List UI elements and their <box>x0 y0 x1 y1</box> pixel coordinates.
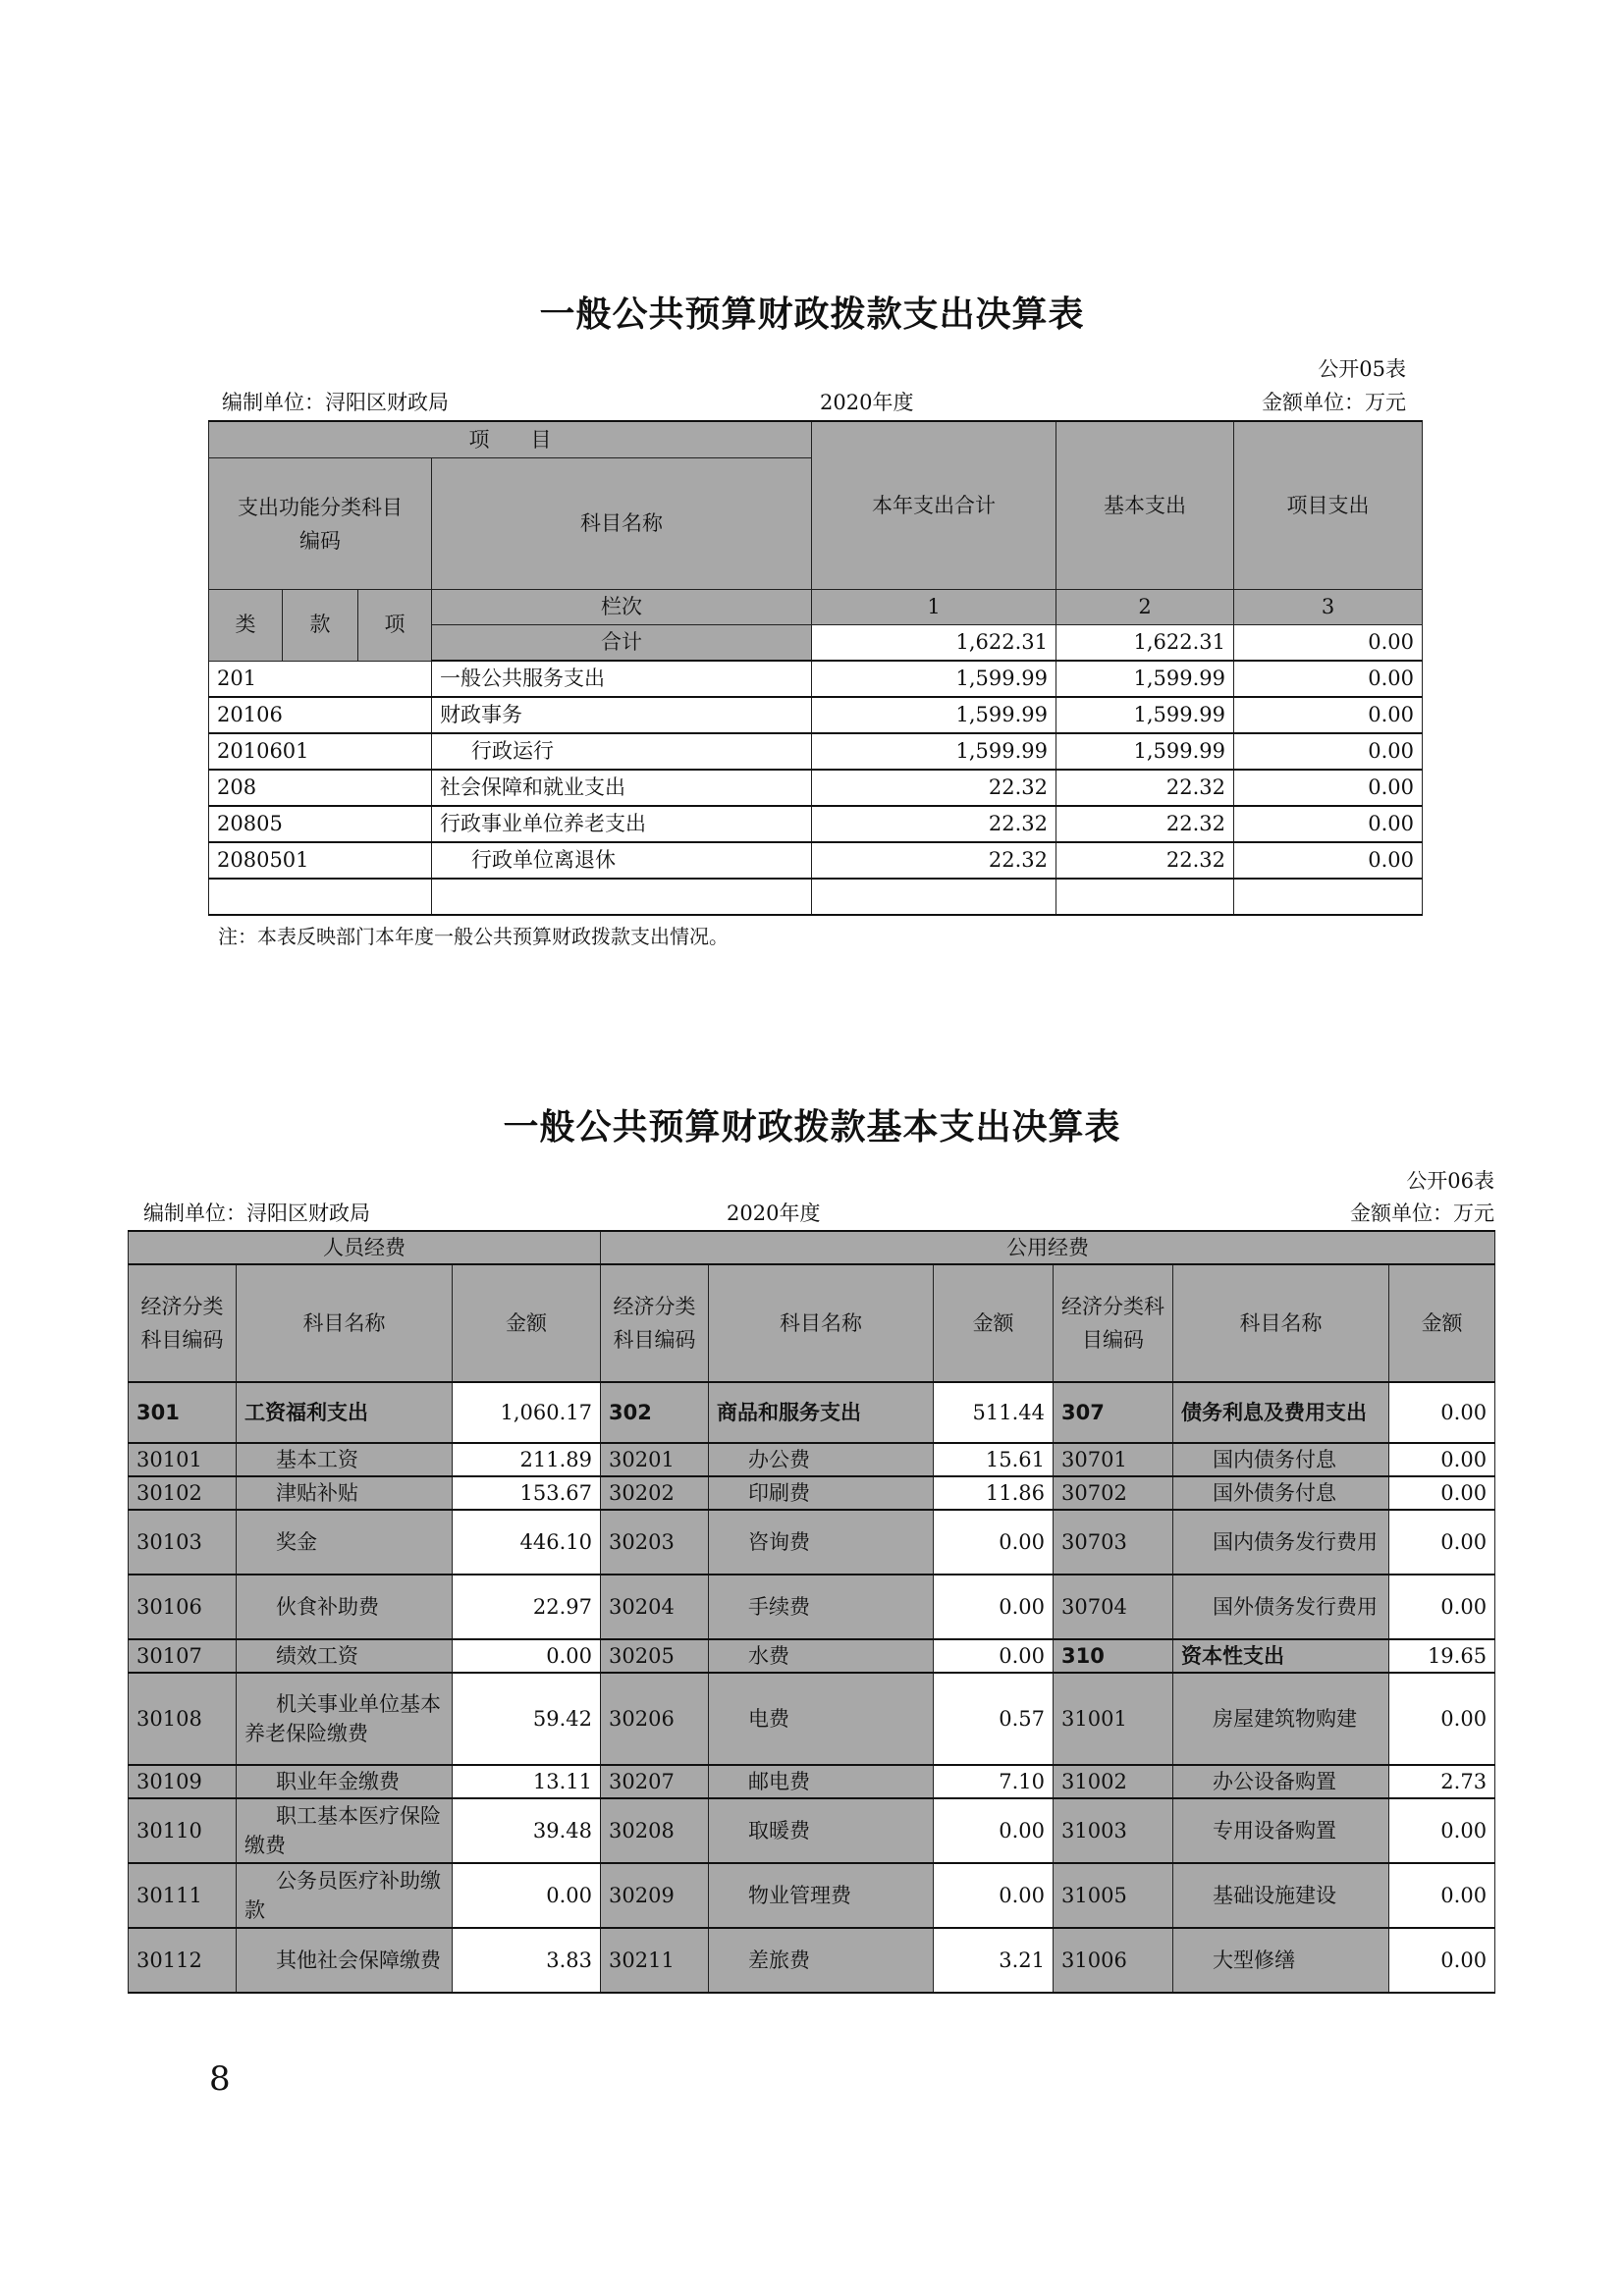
row-basic: 1,599.99 <box>1056 697 1234 733</box>
empty-cell <box>1234 879 1423 915</box>
table-row <box>129 1765 1495 1798</box>
row-code: 2010601 <box>209 733 432 770</box>
row-basic: 22.32 <box>1056 770 1234 806</box>
code-cell: 30103 <box>129 1510 237 1575</box>
row-project: 0.00 <box>1234 661 1423 697</box>
row-name: 一般公共服务支出 <box>432 661 812 697</box>
amount-cell: 511.44 <box>934 1382 1054 1443</box>
amount-cell: 0.57 <box>934 1673 1054 1765</box>
header-amount: 金额 <box>453 1264 601 1382</box>
code-cell: 302 <box>601 1382 709 1443</box>
code-cell: 30112 <box>129 1928 237 1993</box>
row-project: 0.00 <box>1234 806 1423 842</box>
amount-cell: 0.00 <box>1389 1673 1495 1765</box>
name-cell: 国内债务发行费用 <box>1173 1510 1389 1575</box>
empty-cell <box>812 879 1056 915</box>
amount-cell: 0.00 <box>453 1639 601 1673</box>
row-project: 0.00 <box>1234 770 1423 806</box>
header-col3: 3 <box>1234 590 1423 625</box>
header-item: 项 目 <box>209 421 812 458</box>
code-cell: 30203 <box>601 1510 709 1575</box>
code-cell: 30101 <box>129 1443 237 1476</box>
name-cell: 办公设备购置 <box>1173 1765 1389 1798</box>
header-xiang: 项 <box>358 590 432 662</box>
row-total: 1,599.99 <box>812 661 1056 697</box>
amount-cell: 2.73 <box>1389 1765 1495 1798</box>
table-row <box>209 661 1423 697</box>
row-basic: 1,599.99 <box>1056 733 1234 770</box>
code-cell: 31005 <box>1054 1863 1173 1928</box>
header-code: 经济分类科目编码 <box>1054 1264 1173 1382</box>
code-cell: 30207 <box>601 1765 709 1798</box>
name-cell: 国内债务付息 <box>1173 1443 1389 1476</box>
table-row <box>209 770 1423 806</box>
table-row <box>129 1575 1495 1639</box>
row-project: 0.00 <box>1234 733 1423 770</box>
sum-basic: 1,622.31 <box>1056 625 1234 662</box>
name-cell: 其他社会保障缴费 <box>237 1928 453 1993</box>
amount-cell: 0.00 <box>934 1575 1054 1639</box>
table-row <box>209 733 1423 770</box>
table1-amount-unit: 金额单位：万元 <box>1262 391 1406 414</box>
amount-cell: 0.00 <box>934 1639 1054 1673</box>
amount-cell: 1,060.17 <box>453 1382 601 1443</box>
name-cell: 房屋建筑物购建 <box>1173 1673 1389 1765</box>
name-cell: 公务员医疗补助缴款 <box>237 1863 453 1928</box>
name-cell: 大型修缮 <box>1173 1928 1389 1993</box>
amount-cell: 0.00 <box>1389 1382 1495 1443</box>
header-col2: 2 <box>1056 590 1234 625</box>
name-cell: 债务利息及费用支出 <box>1173 1382 1389 1443</box>
code-cell: 30204 <box>601 1575 709 1639</box>
code-cell: 31006 <box>1054 1928 1173 1993</box>
amount-cell: 39.48 <box>453 1798 601 1863</box>
name-cell: 手续费 <box>709 1575 934 1639</box>
name-cell: 取暖费 <box>709 1798 934 1863</box>
row-code: 20106 <box>209 697 432 733</box>
amount-cell: 3.83 <box>453 1928 601 1993</box>
header-code-group: 支出功能分类科目编码 <box>209 458 432 590</box>
table-row <box>129 1443 1495 1476</box>
page-number: 8 <box>209 2059 231 2099</box>
sum-total: 1,622.31 <box>812 625 1056 662</box>
header-code: 经济分类科目编码 <box>601 1264 709 1382</box>
name-cell: 商品和服务支出 <box>709 1382 934 1443</box>
code-cell: 301 <box>129 1382 237 1443</box>
header-amount: 金额 <box>1389 1264 1495 1382</box>
code-cell: 30109 <box>129 1765 237 1798</box>
code-cell: 30110 <box>129 1798 237 1863</box>
code-cell: 30704 <box>1054 1575 1173 1639</box>
code-cell: 307 <box>1054 1382 1173 1443</box>
amount-cell: 15.61 <box>934 1443 1054 1476</box>
header-code: 经济分类科目编码 <box>129 1264 237 1382</box>
table2-year: 2020年度 <box>727 1201 821 1225</box>
row-name: 财政事务 <box>432 697 812 733</box>
row-name: 行政事业单位养老支出 <box>432 806 812 842</box>
amount-cell: 0.00 <box>934 1798 1054 1863</box>
row-total: 22.32 <box>812 770 1056 806</box>
amount-cell: 0.00 <box>1389 1798 1495 1863</box>
table-row <box>129 1673 1495 1765</box>
code-cell: 31003 <box>1054 1798 1173 1863</box>
table1-note: 注：本表反映部门本年度一般公共预算财政拨款支出情况。 <box>218 925 729 948</box>
row-basic: 22.32 <box>1056 806 1234 842</box>
row-code: 208 <box>209 770 432 806</box>
name-cell: 资本性支出 <box>1173 1639 1389 1673</box>
name-cell: 职工基本医疗保险缴费 <box>237 1798 453 1863</box>
name-cell: 国外债务付息 <box>1173 1476 1389 1510</box>
name-cell: 伙食补助费 <box>237 1575 453 1639</box>
name-cell: 水费 <box>709 1639 934 1673</box>
name-cell: 邮电费 <box>709 1765 934 1798</box>
header-name: 科目名称 <box>432 458 812 590</box>
table-row <box>209 697 1423 733</box>
table-row <box>129 1863 1495 1928</box>
row-basic: 22.32 <box>1056 842 1234 879</box>
amount-cell: 7.10 <box>934 1765 1054 1798</box>
header-name: 科目名称 <box>237 1264 453 1382</box>
table2-number: 公开06表 <box>1406 1169 1494 1193</box>
code-cell: 30205 <box>601 1639 709 1673</box>
name-cell: 职业年金缴费 <box>237 1765 453 1798</box>
name-cell: 工资福利支出 <box>237 1382 453 1443</box>
name-cell: 物业管理费 <box>709 1863 934 1928</box>
header-project: 项目支出 <box>1234 421 1423 590</box>
empty-cell <box>432 879 812 915</box>
row-total: 1,599.99 <box>812 733 1056 770</box>
name-cell: 基础设施建设 <box>1173 1863 1389 1928</box>
name-cell: 国外债务发行费用 <box>1173 1575 1389 1639</box>
amount-cell: 3.21 <box>934 1928 1054 1993</box>
row-code: 201 <box>209 661 432 697</box>
table-row <box>129 1476 1495 1510</box>
table-row <box>129 1928 1495 1993</box>
amount-cell: 0.00 <box>1389 1575 1495 1639</box>
name-cell: 奖金 <box>237 1510 453 1575</box>
amount-cell: 153.67 <box>453 1476 601 1510</box>
header-name: 科目名称 <box>1173 1264 1389 1382</box>
sum-project: 0.00 <box>1234 625 1423 662</box>
header-col1: 1 <box>812 590 1056 625</box>
row-name: 行政运行 <box>432 733 812 770</box>
row-code: 20805 <box>209 806 432 842</box>
name-cell: 基本工资 <box>237 1443 453 1476</box>
amount-cell: 0.00 <box>1389 1510 1495 1575</box>
amount-cell: 0.00 <box>934 1863 1054 1928</box>
code-cell: 30106 <box>129 1575 237 1639</box>
table-row <box>129 1382 1495 1443</box>
amount-cell: 0.00 <box>1389 1443 1495 1476</box>
header-public: 公用经费 <box>601 1231 1495 1264</box>
code-cell: 30107 <box>129 1639 237 1673</box>
amount-cell: 0.00 <box>1389 1476 1495 1510</box>
name-cell: 咨询费 <box>709 1510 934 1575</box>
table2-unit: 编制单位：浔阳区财政局 <box>143 1201 370 1225</box>
code-cell: 30701 <box>1054 1443 1173 1476</box>
row-project: 0.00 <box>1234 842 1423 879</box>
empty-cell <box>209 879 432 915</box>
code-cell: 30208 <box>601 1798 709 1863</box>
header-lei: 类 <box>209 590 283 662</box>
table2 <box>128 1230 1495 1994</box>
table2-title: 一般公共预算财政拨款基本支出决算表 <box>503 1107 1121 1148</box>
amount-cell: 0.00 <box>934 1510 1054 1575</box>
sum-label: 合计 <box>432 625 812 662</box>
row-name: 行政单位离退休 <box>432 842 812 879</box>
name-cell: 绩效工资 <box>237 1639 453 1673</box>
name-cell: 专用设备购置 <box>1173 1798 1389 1863</box>
row-total: 22.32 <box>812 806 1056 842</box>
name-cell: 电费 <box>709 1673 934 1765</box>
code-cell: 30206 <box>601 1673 709 1765</box>
header-column-no: 栏次 <box>432 590 812 625</box>
header-basic: 基本支出 <box>1056 421 1234 590</box>
amount-cell: 211.89 <box>453 1443 601 1476</box>
table-row <box>209 806 1423 842</box>
table1-year: 2020年度 <box>820 391 914 414</box>
table1-title: 一般公共预算财政拨款支出决算表 <box>539 294 1085 335</box>
amount-cell: 0.00 <box>1389 1928 1495 1993</box>
name-cell: 差旅费 <box>709 1928 934 1993</box>
table1-number: 公开05表 <box>1318 357 1406 381</box>
header-kuan: 款 <box>283 590 358 662</box>
row-basic: 1,599.99 <box>1056 661 1234 697</box>
code-cell: 30211 <box>601 1928 709 1993</box>
row-project: 0.00 <box>1234 697 1423 733</box>
header-name: 科目名称 <box>709 1264 934 1382</box>
code-cell: 30209 <box>601 1863 709 1928</box>
header-amount: 金额 <box>934 1264 1054 1382</box>
code-cell: 31001 <box>1054 1673 1173 1765</box>
code-cell: 310 <box>1054 1639 1173 1673</box>
amount-cell: 446.10 <box>453 1510 601 1575</box>
code-cell: 30102 <box>129 1476 237 1510</box>
name-cell: 办公费 <box>709 1443 934 1476</box>
header-personnel: 人员经费 <box>129 1231 601 1264</box>
table1-unit: 编制单位：浔阳区财政局 <box>222 391 449 414</box>
amount-cell: 13.11 <box>453 1765 601 1798</box>
amount-cell: 19.65 <box>1389 1639 1495 1673</box>
code-cell: 30108 <box>129 1673 237 1765</box>
row-name: 社会保障和就业支出 <box>432 770 812 806</box>
row-total: 1,599.99 <box>812 697 1056 733</box>
table-row <box>129 1798 1495 1863</box>
code-cell: 30111 <box>129 1863 237 1928</box>
table-row <box>209 842 1423 879</box>
table1 <box>208 420 1423 916</box>
amount-cell: 11.86 <box>934 1476 1054 1510</box>
table-row <box>129 1510 1495 1575</box>
table2-amount-unit: 金额单位：万元 <box>1350 1201 1494 1225</box>
empty-row <box>209 879 1423 915</box>
row-total: 22.32 <box>812 842 1056 879</box>
name-cell: 津贴补贴 <box>237 1476 453 1510</box>
amount-cell: 0.00 <box>453 1863 601 1928</box>
amount-cell: 59.42 <box>453 1673 601 1765</box>
header-total: 本年支出合计 <box>812 421 1056 590</box>
name-cell: 机关事业单位基本养老保险缴费 <box>237 1673 453 1765</box>
code-cell: 31002 <box>1054 1765 1173 1798</box>
code-cell: 30202 <box>601 1476 709 1510</box>
amount-cell: 0.00 <box>1389 1863 1495 1928</box>
code-cell: 30201 <box>601 1443 709 1476</box>
amount-cell: 22.97 <box>453 1575 601 1639</box>
table-row <box>129 1639 1495 1673</box>
name-cell: 印刷费 <box>709 1476 934 1510</box>
code-cell: 30703 <box>1054 1510 1173 1575</box>
code-cell: 30702 <box>1054 1476 1173 1510</box>
empty-cell <box>1056 879 1234 915</box>
row-code: 2080501 <box>209 842 432 879</box>
